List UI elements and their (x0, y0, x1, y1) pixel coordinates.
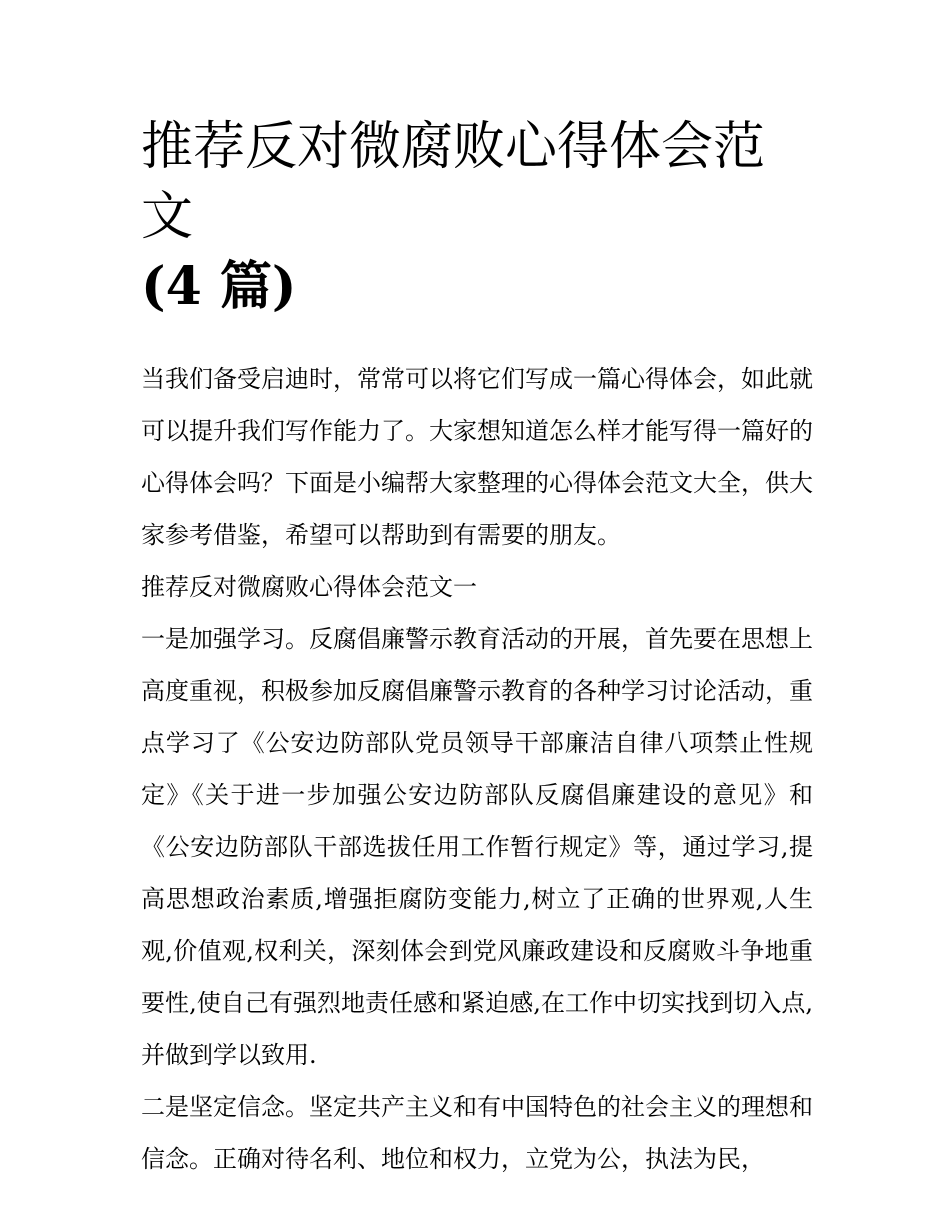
document-title (141, 112, 813, 322)
document-body (141, 353, 813, 1185)
intro-paragraph: 当我们备受启迪时，常常可以将它们写成一篇心得体会，如此就可以提升我们写作能力了。大家想知道怎么样才能写得一篇好的心得体会吗？下面是小编帮大家整理的心得体会范文大全，供大家参考借鉴，希望可以帮助到有需要的朋友。 (141, 365, 813, 549)
document-page (141, 112, 813, 1185)
body-paragraph-1: 一是加强学习。反腐倡廉警示教育活动的开展，首先要在思想上高度重视，积极参加反腐倡廉警示教育的各种学习讨论活动，重点学习了《公安边防部队党员领导干部廉洁自律八项禁止性规定》《关于进一步加强公安边防部队反腐倡廉建设的意见》和《公安边防部队干部选拔任用工作暂行规定》等，通过学习,提高思想政治素质,增强拒腐防变能力,树立了正确的世界观,人生观,价值观,权利关，深刻体会到党风廉政建设和反腐败斗争地重要性,使自己有强烈地责任感和紧迫感,在工作中切实找到切入点,并做到学以致用. (141, 625, 813, 1069)
body-paragraph-2: 二是坚定信念。坚定共产主义和有中国特色的社会主义的理想和信念。正确对待名利、地位和权力，立党为公，执法为民， (141, 1093, 813, 1173)
title-line-1: 推荐反对微腐败心得体会范文 (141, 117, 766, 247)
title-line-2: (4 篇) (141, 256, 297, 317)
section-heading: 推荐反对微腐败心得体会范文一 (141, 573, 477, 601)
